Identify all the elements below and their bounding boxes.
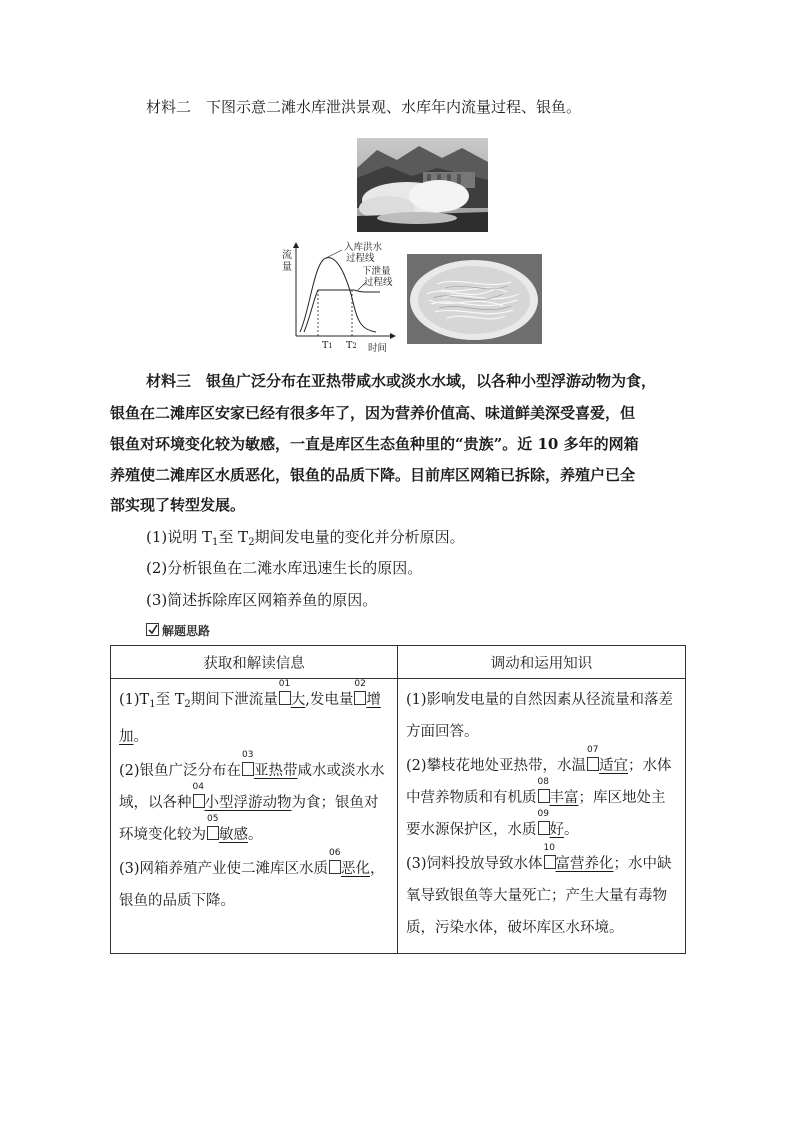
x-label: 时间 (368, 343, 388, 354)
flow-process-chart (282, 240, 398, 358)
material3-line-5: 部实现了转型发展。 (110, 496, 246, 514)
blank-box-icon: 10 (544, 855, 556, 869)
silverfish-photo (407, 254, 542, 344)
y-label-1: 流 (282, 250, 292, 261)
material3-line-1: 材料三 银鱼广泛分布在亚热带咸水或淡水水域，以各种小型浮游动物为食， (146, 372, 657, 390)
material3-line-3: 银鱼对环境变化较为敏感，一直是库区生态鱼种里的“贵族”。近 10 多年的网箱 (110, 435, 639, 453)
right-point-2: (2)攀枝花地处亚热带，水温 07 适宜；水体中营养物质和有机质 08 丰富；库区地处主要水源保护区，水质 09 好。 (406, 745, 672, 838)
question-3: (3)简述拆除库区网箱养鱼的原因。 (146, 591, 378, 609)
material3-line-4: 养殖使二滩库区水质恶化，银鱼的品质下降。目前库区网箱已拆除，养殖户已全 (110, 466, 636, 484)
blank-box-icon: 02 (354, 691, 366, 705)
blank-box-icon: 04 (193, 794, 205, 808)
inflow-label-2: 过程线 (346, 253, 375, 264)
blank-box-icon: 03 (242, 762, 254, 776)
material2-text: 下图示意二滩水库泄洪景观、水库年内流量过程、银鱼。 (206, 98, 582, 116)
material2-label: 材料二 (146, 98, 192, 116)
blank-box-icon: 07 (587, 757, 599, 771)
outflow-label-2: 过程线 (364, 277, 393, 288)
right-point-1: (1)影响发电量的自然因素从径流量和落差方面回答。 (406, 692, 674, 740)
blank-box-icon: 08 (538, 789, 550, 803)
dam-spillway-photo (357, 138, 488, 232)
left-cell (111, 679, 398, 954)
right-cell (398, 679, 686, 954)
left-point-2: (2)银鱼广泛分布在 03 亚热带咸水或淡水水域，以各种 04 小型浮游动物为食；银鱼对环境变化较为 05 敏感。 (119, 750, 385, 843)
col1-header: 获取和解读信息 (111, 646, 398, 679)
inflow-label-1: 入库洪水 (344, 242, 383, 253)
outflow-label-1: 下泄量 (362, 266, 391, 277)
right-point-3: (3)饲料投放导致水体 10 富营养化；水中缺氧导致银鱼等大量死亡；产生大量有毒物质，污染水体，破坏库区水环境。 (406, 843, 672, 936)
col2-header: 调动和运用知识 (398, 646, 686, 679)
question-2: (2)分析银鱼在二滩水库迅速生长的原因。 (146, 559, 423, 577)
outflow-curve (304, 290, 380, 332)
t2-tick: T2 (346, 340, 357, 351)
t1-tick: T1 (322, 340, 333, 351)
question-1: (1)说明 $T_1$至 $T_2$期间发电量的变化并分析原因。 (146, 528, 465, 548)
left-point-3: (3)网箱养殖产业使二滩库区水质 06 恶化，银鱼的品质下降。 (119, 848, 385, 909)
material3-line-2: 银鱼在二滩库区安家已经有很多年了，因为营养价值高、味道鲜美深受喜爱，但 (110, 404, 636, 422)
checkbox-icon (146, 623, 159, 636)
y-label-2: 量 (282, 262, 292, 273)
blank-box-icon: 09 (538, 821, 550, 835)
material2-line (146, 97, 581, 117)
solution-approach-header: 解题思路 (146, 622, 210, 639)
blank-box-icon: 01 (279, 691, 291, 705)
solution-table (110, 645, 686, 954)
left-point-1: $(1)T_1$至 $T_2$期间下泄流量 01 大,发电量 02 增加。 (119, 679, 381, 745)
blank-box-icon: 06 (329, 860, 341, 874)
blank-box-icon: 05 (207, 826, 219, 840)
